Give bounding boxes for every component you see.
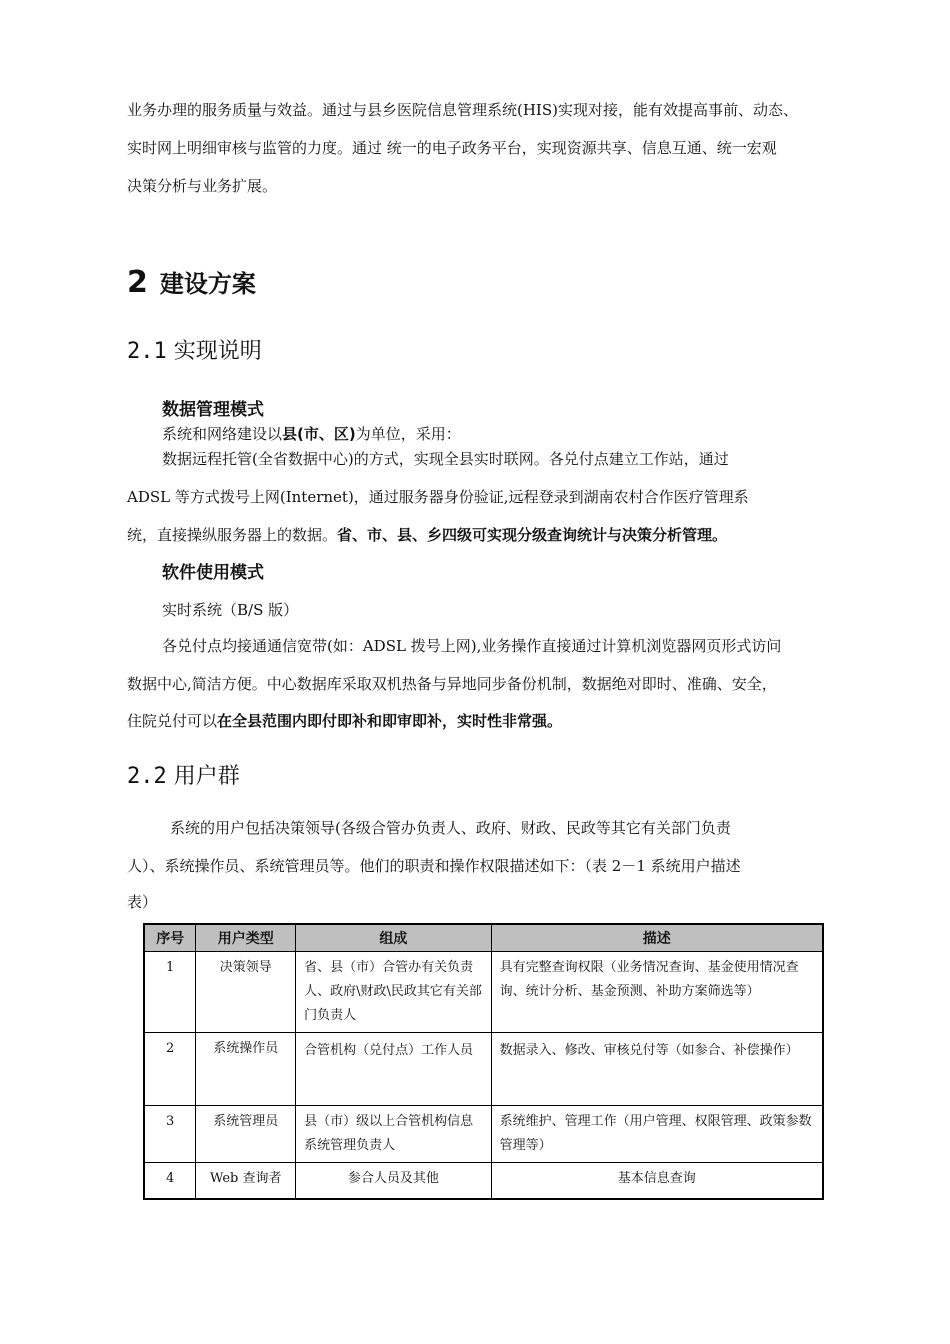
header-description: 描述 xyxy=(491,924,823,952)
cell-user-type: 系统管理员 xyxy=(196,1106,296,1163)
paragraph-line: 实时系统（B/S 版） xyxy=(162,601,299,619)
cell-user-type: Web 查询者 xyxy=(196,1163,296,1199)
cell-index: 4 xyxy=(144,1163,196,1199)
paragraph-line: 系统的用户包括决策领导(各级合管办负责人、政府、财政、民政等其它有关部门负责 xyxy=(170,819,731,837)
table-header-row xyxy=(144,924,823,952)
cell-composition: 参合人员及其他 xyxy=(296,1163,491,1199)
paragraph-line xyxy=(127,526,727,545)
section-number: 2.2 xyxy=(127,764,167,789)
section-heading-2-1 xyxy=(127,338,262,366)
header-user-type: 用户类型 xyxy=(196,924,296,952)
cell-composition: 合管机构（兑付点）工作人员 xyxy=(296,1033,491,1106)
paragraph-line: 数据中心,简洁方便。中心数据库采取双机热备与异地同步备份机制，数据绝对即时、准确、安全， xyxy=(127,675,777,693)
text-span: 住院兑付可以 xyxy=(127,712,218,730)
paragraph-line: 数据远程托管(全省数据中心)的方式，实现全县实时联网。各兑付点建立工作站，通过 xyxy=(162,450,729,468)
table-row xyxy=(144,1106,823,1163)
cell-composition: 省、县（市）合管办有关负责人、政府\财政\民政其它有关部门负责人 xyxy=(296,952,491,1033)
cell-description: 系统维护、管理工作（用户管理、权限管理、政策参数管理等） xyxy=(491,1106,823,1163)
intro-line-1: 业务办理的服务质量与效益。通过与县乡医院信息管理系统(HIS)实现对接，能有效提高事前、动态、 xyxy=(127,101,798,119)
paragraph-line: 表） xyxy=(127,893,158,911)
cell-index: 3 xyxy=(144,1106,196,1163)
table-row xyxy=(144,952,823,1033)
header-composition: 组成 xyxy=(296,924,491,952)
cell-user-type: 决策领导 xyxy=(196,952,296,1033)
paragraph-line: 各兑付点均接通通信宽带(如：ADSL 拨号上网),业务操作直接通过计算机浏览器网页形式访问 xyxy=(162,637,782,655)
text-span: 为单位，采用： xyxy=(355,425,461,443)
table-row xyxy=(144,1033,823,1106)
paragraph-line xyxy=(162,425,461,444)
chapter-number: 2 xyxy=(127,265,148,300)
header-index: 序号 xyxy=(144,924,196,952)
cell-description: 具有完整查询权限（业务情况查询、基金使用情况查询、统计分析、基金预测、补助方案筛选等） xyxy=(491,952,823,1033)
section-heading-2-2 xyxy=(127,763,240,791)
subheading-data-management: 数据管理模式 xyxy=(162,400,264,420)
table-row xyxy=(144,1163,823,1199)
paragraph-line: 人）、系统操作员、系统管理员等。他们的职责和操作权限描述如下：（表 2－1 系统用户描述 xyxy=(127,857,741,875)
text-span: 统，直接操纵服务器上的数据。 xyxy=(127,526,338,544)
paragraph-line xyxy=(127,712,562,731)
cell-description: 基本信息查询 xyxy=(491,1163,823,1199)
cell-composition: 县（市）级以上合管机构信息系统管理负责人 xyxy=(296,1106,491,1163)
cell-user-type: 系统操作员 xyxy=(196,1033,296,1106)
paragraph-line: ADSL 等方式拨号上网(Internet)，通过服务器身份验证,远程登录到湖南农村合作医疗管理系 xyxy=(127,488,749,506)
bold-text: 省、市、县、乡四级可实现分级查询统计与决策分析管理。 xyxy=(337,526,728,544)
section-number: 2.1 xyxy=(127,339,167,364)
cell-index: 2 xyxy=(144,1033,196,1106)
text-span: 系统和网络建设以 xyxy=(162,425,283,443)
cell-index: 1 xyxy=(144,952,196,1033)
subheading-software-usage: 软件使用模式 xyxy=(162,563,264,583)
section-title: 实现说明 xyxy=(173,339,262,364)
chapter-title: 建设方案 xyxy=(159,270,256,298)
chapter-heading xyxy=(127,265,256,302)
intro-line-3: 决策分析与业务扩展。 xyxy=(127,177,278,195)
bold-text: 在全县范围内即付即补和即审即补，实时性非常强。 xyxy=(217,712,563,730)
section-title: 用户群 xyxy=(173,764,240,789)
cell-description: 数据录入、修改、审核兑付等（如参合、补偿操作） xyxy=(491,1033,823,1106)
user-group-table xyxy=(143,923,824,1200)
intro-line-2: 实时网上明细审核与监管的力度。通过 统一的电子政务平台，实现资源共享、信息互通、统一宏观 xyxy=(127,139,777,157)
bold-text: 县(市、区) xyxy=(282,425,356,443)
